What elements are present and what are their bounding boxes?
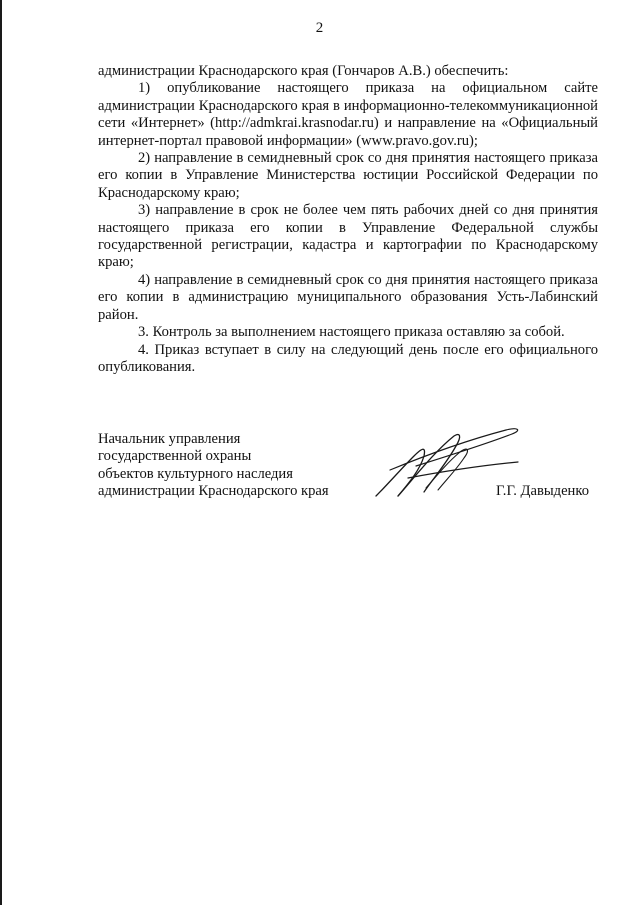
- scan-edge-line: [0, 0, 2, 905]
- signatory-title: [98, 431, 329, 501]
- signatory-title-line: объектов культурного наследия: [98, 465, 293, 482]
- document-body: [98, 63, 598, 376]
- signatory-name: Г.Г. Давыденко: [496, 483, 590, 499]
- effect-paragraph: 4. Приказ вступает в силу на следующий день после его официального опубликования.: [98, 341, 598, 375]
- signatory-title-line: администрации Краснодарского края: [98, 483, 329, 500]
- item-paragraph: 2) направление в семидневный срок со дня принятия настоящего приказа его копии в Управление Министерства юстиции Российской Федерации по Краснодарскому краю;: [98, 150, 598, 201]
- item-paragraph: 3) направление в срок не более чем пять рабочих дней со дня принятия настоящего приказа его копии в Управление Федеральной службы государственной регистрации, кадастра и картографии по Краснодарскому краю;: [98, 202, 598, 271]
- item-paragraph: 1) опубликование настоящего приказа на официальном сайте администрации Краснодарского края в информационно-телекоммуникационной сети «Интернет» (http://admkrai.krasnodar.ru) и направление на «Официальный интернет-портал правовой информации» (www.pravo.gov.ru);: [98, 80, 598, 149]
- page-number: 2: [315, 20, 324, 36]
- signatory-title-line: Начальник управления: [98, 431, 241, 447]
- item-paragraph: 4) направление в семидневный срок со дня принятия настоящего приказа его копии в администрацию муниципального образования Усть-Лабинский район.: [98, 271, 598, 323]
- signatory-title-line: государственной охраны: [98, 448, 252, 465]
- lead-paragraph: администрации Краснодарского края (Гончаров А.В.) обеспечить:: [98, 63, 509, 79]
- control-paragraph: 3. Контроль за выполнением настоящего приказа оставляю за собой.: [138, 324, 565, 341]
